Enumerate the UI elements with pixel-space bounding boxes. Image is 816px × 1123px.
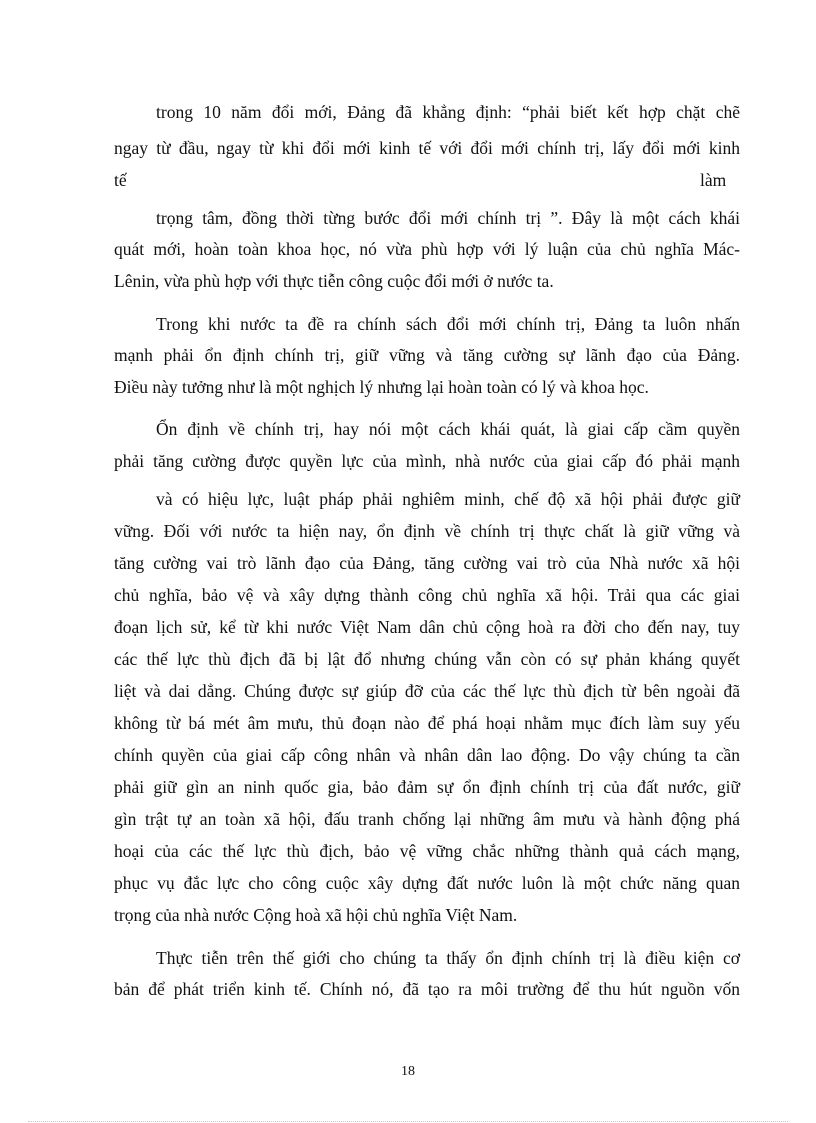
text-line: làm (700, 170, 727, 190)
page-bottom-divider (28, 1121, 788, 1122)
text-line: phải tăng cường được quyền lực của mình, nhà nước của giai cấp đó phải mạnh (114, 451, 740, 471)
text-line: trong 10 năm đổi mới, Đảng đã khẳng định: “phải biết kết hợp chặt chẽ (156, 102, 740, 122)
text-line: trọng tâm, đồng thời từng bước đổi mới chính trị ”. Đây là một cách khái (156, 208, 740, 228)
text-line: và có hiệu lực, luật pháp phải nghiêm minh, chế độ xã hội phải được giữ (156, 489, 740, 509)
text-line: mạnh phải ổn định chính trị, giữ vững và tăng cường sự lãnh đạo của Đảng. (114, 345, 740, 365)
text-line: vững. Đối với nước ta hiện nay, ổn định về chính trị thực chất là giữ vững và (114, 521, 740, 541)
text-line: phục vụ đắc lực cho công cuộc xây dựng đất nước luôn là một chức năng quan (114, 873, 740, 893)
text-line: phải giữ gìn an ninh quốc gia, bảo đảm sự ổn định chính trị của đất nước, giữ (114, 777, 740, 797)
text-line: không từ bá mét âm mưu, thủ đoạn nào để phá hoại nhằm mục đích làm suy yếu (114, 713, 740, 733)
text-line: Trong khi nước ta đề ra chính sách đổi mới chính trị, Đảng ta luôn nhấn (156, 314, 740, 334)
text-line: Thực tiễn trên thế giới cho chúng ta thấy ổn định chính trị là điều kiện cơ (156, 948, 740, 968)
text-line: các thế lực thù địch đã bị lật đổ nhưng chúng vẫn còn có sự phản kháng quyết (114, 649, 740, 669)
text-line: chủ nghĩa, bảo vệ và xây dựng thành công chủ nghĩa xã hội. Trải qua các giai (114, 585, 740, 605)
text-line: liệt và dai dẳng. Chúng được sự giúp đỡ của các thế lực thù địch từ bên ngoài đã (114, 681, 740, 701)
text-line: Lênin, vừa phù hợp với thực tiễn công cuộc đổi mới ở nước ta. (114, 271, 554, 291)
text-line: trọng của nhà nước Cộng hoà xã hội chủ nghĩa Việt Nam. (114, 905, 518, 925)
text-line: gìn trật tự an toàn xã hội, đấu tranh chống lại những âm mưu và hành động phá (114, 809, 740, 829)
text-line: hoại của các thế lực thù địch, bảo vệ vững chắc những thành quả cách mạng, (114, 841, 740, 861)
text-line: chính quyền của giai cấp công nhân và nhân dân lao động. Do vậy chúng ta cần (114, 745, 740, 765)
text-line: bản để phát triển kinh tế. Chính nó, đã tạo ra môi trường để thu hút nguồn vốn (114, 979, 740, 999)
text-line: ngay từ đầu, ngay từ khi đổi mới kinh tế với đổi mới chính trị, lấy đổi mới kinh (114, 138, 740, 158)
page-number: 18 (401, 1064, 415, 1079)
text-line: quát mới, hoàn toàn khoa học, nó vừa phù hợp với lý luận của chủ nghĩa Mác- (114, 239, 740, 259)
text-line: Điều này tưởng như là một nghịch lý nhưng lại hoàn toàn có lý và khoa học. (114, 377, 649, 397)
text-line: tăng cường vai trò lãnh đạo của Đảng, tăng cường vai trò của Nhà nước xã hội (114, 553, 740, 573)
text-line: Ổn định về chính trị, hay nói một cách khái quát, là giai cấp cầm quyền (156, 419, 740, 439)
text-line: tế (114, 170, 127, 190)
text-line: đoạn lịch sử, kể từ khi nước Việt Nam dân chủ cộng hoà ra đời cho đến nay, tuy (114, 617, 740, 637)
